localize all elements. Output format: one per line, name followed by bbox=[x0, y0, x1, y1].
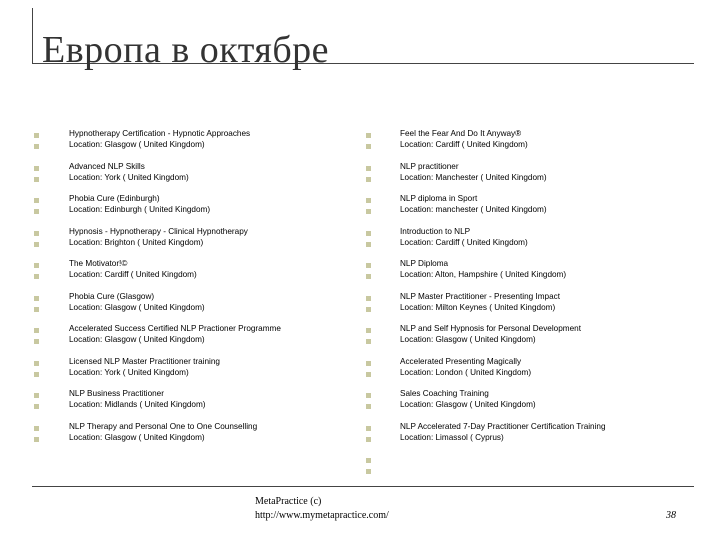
event-location: Location: York ( United Kingdom) bbox=[69, 172, 189, 182]
event-location: Location: Midlands ( United Kingdom) bbox=[69, 400, 206, 409]
event-name: NLP Business Practitioner bbox=[69, 389, 164, 398]
event-location: Location: manchester ( United Kingdom) bbox=[400, 205, 547, 214]
list-item bbox=[34, 225, 354, 258]
event-name: Introduction to NLP bbox=[400, 226, 471, 236]
event-name: Phobia Cure (Edinburgh) bbox=[69, 194, 160, 203]
list-item bbox=[34, 160, 354, 193]
square-bullet-icon bbox=[34, 166, 39, 171]
event-location: Location: Glasgow ( United Kingdom) bbox=[69, 335, 205, 344]
list-item bbox=[34, 257, 354, 290]
footer-url: http://www.mymetapractice.com/ bbox=[255, 510, 389, 521]
event-location: Location: Cardiff ( United Kingdom) bbox=[400, 237, 528, 247]
square-bullet-icon bbox=[34, 231, 39, 236]
event-name: Feel the Fear And Do It Anyway® bbox=[400, 129, 522, 138]
event-name: NLP Diploma bbox=[400, 259, 449, 268]
event-name: Phobia Cure (Glasgow) bbox=[69, 291, 155, 301]
empty-list-item bbox=[365, 452, 695, 484]
event-location: Location: Cardiff ( United Kingdom) bbox=[400, 140, 528, 149]
left-event-list bbox=[34, 127, 354, 452]
list-item bbox=[365, 420, 695, 453]
square-bullet-icon bbox=[34, 263, 39, 268]
square-bullet-icon bbox=[34, 328, 39, 333]
square-bullet-icon bbox=[34, 372, 39, 377]
event-location: Location: Glasgow ( United Kingdom) bbox=[400, 400, 536, 409]
list-item bbox=[365, 192, 695, 225]
square-bullet-icon bbox=[34, 437, 39, 442]
list-item bbox=[34, 355, 354, 388]
square-bullet-icon bbox=[366, 177, 371, 182]
event-name: Sales Coaching Training bbox=[400, 389, 489, 398]
square-bullet-icon bbox=[34, 361, 39, 366]
square-bullet-icon bbox=[366, 274, 371, 279]
event-name: Licensed NLP Master Practitioner training bbox=[69, 356, 220, 366]
event-name: Accelerated Success Certified NLP Practioner Programme bbox=[69, 324, 281, 333]
list-item bbox=[34, 420, 354, 453]
square-bullet-icon bbox=[34, 404, 39, 409]
list-item bbox=[365, 355, 695, 388]
footer-divider bbox=[32, 486, 694, 487]
square-bullet-icon bbox=[366, 209, 371, 214]
event-name: Hypnotherapy Certification - Hypnotic Approaches bbox=[69, 129, 251, 138]
list-item bbox=[34, 192, 354, 225]
event-name: NLP practitioner bbox=[400, 161, 459, 171]
slide-title: Европа в октябре bbox=[42, 29, 330, 71]
event-location: Location: Brighton ( United Kingdom) bbox=[69, 237, 204, 247]
square-bullet-icon bbox=[366, 469, 371, 474]
event-location: Location: Glasgow ( United Kingdom) bbox=[400, 335, 536, 344]
square-bullet-icon bbox=[366, 437, 371, 442]
list-item bbox=[365, 387, 695, 420]
square-bullet-icon bbox=[366, 328, 371, 333]
square-bullet-icon bbox=[34, 393, 39, 398]
square-bullet-icon bbox=[366, 242, 371, 247]
event-location: Location: York ( United Kingdom) bbox=[69, 367, 189, 377]
list-item bbox=[365, 127, 695, 160]
square-bullet-icon bbox=[366, 339, 371, 344]
square-bullet-icon bbox=[366, 133, 371, 138]
right-event-list bbox=[365, 127, 695, 484]
square-bullet-icon bbox=[366, 426, 371, 431]
event-location: Location: Glasgow ( United Kingdom) bbox=[69, 302, 205, 312]
square-bullet-icon bbox=[34, 296, 39, 301]
list-item bbox=[365, 322, 695, 355]
event-name: The Motivator!© bbox=[69, 259, 128, 268]
square-bullet-icon bbox=[366, 458, 371, 463]
list-item bbox=[365, 160, 695, 193]
square-bullet-icon bbox=[366, 393, 371, 398]
event-name: NLP diploma in Sport bbox=[400, 194, 478, 203]
square-bullet-icon bbox=[34, 274, 39, 279]
event-location: Location: Glasgow ( United Kingdom) bbox=[69, 140, 205, 149]
list-item bbox=[34, 127, 354, 160]
event-location: Location: Cardiff ( United Kingdom) bbox=[69, 270, 197, 279]
event-name: Advanced NLP Skills bbox=[69, 161, 145, 171]
page-number: 38 bbox=[666, 510, 676, 521]
event-location: Location: London ( United Kingdom) bbox=[400, 367, 532, 377]
square-bullet-icon bbox=[366, 263, 371, 268]
list-item bbox=[34, 290, 354, 323]
square-bullet-icon bbox=[366, 198, 371, 203]
event-location: Location: Edinburgh ( United Kingdom) bbox=[69, 205, 211, 214]
square-bullet-icon bbox=[366, 231, 371, 236]
list-item bbox=[365, 225, 695, 258]
list-item bbox=[34, 322, 354, 355]
list-item bbox=[365, 290, 695, 323]
square-bullet-icon bbox=[366, 166, 371, 171]
list-item bbox=[365, 257, 695, 290]
footer-copyright: MetaPractice (c) bbox=[255, 496, 322, 507]
event-name: NLP Therapy and Personal One to One Counselling bbox=[69, 421, 258, 431]
square-bullet-icon bbox=[366, 404, 371, 409]
square-bullet-icon bbox=[366, 307, 371, 312]
square-bullet-icon bbox=[366, 144, 371, 149]
event-location: Location: Alton, Hampshire ( United Kingdom) bbox=[400, 270, 567, 279]
square-bullet-icon bbox=[34, 177, 39, 182]
square-bullet-icon bbox=[34, 133, 39, 138]
list-item bbox=[34, 387, 354, 420]
square-bullet-icon bbox=[366, 372, 371, 377]
square-bullet-icon bbox=[34, 242, 39, 247]
square-bullet-icon bbox=[34, 307, 39, 312]
square-bullet-icon bbox=[34, 339, 39, 344]
event-location: Location: Glasgow ( United Kingdom) bbox=[69, 432, 205, 442]
square-bullet-icon bbox=[34, 198, 39, 203]
event-name: NLP Accelerated 7-Day Practitioner Certification Training bbox=[400, 421, 606, 431]
event-location: Location: Milton Keynes ( United Kingdom) bbox=[400, 302, 556, 312]
event-name: NLP Master Practitioner - Presenting Impact bbox=[400, 291, 561, 301]
event-name: Hypnosis - Hypnotherapy - Clinical Hypnotherapy bbox=[69, 226, 248, 236]
square-bullet-icon bbox=[34, 426, 39, 431]
footer-credits bbox=[255, 495, 389, 523]
square-bullet-icon bbox=[366, 361, 371, 366]
title-frame-vertical-line bbox=[32, 8, 33, 64]
event-location: Location: Manchester ( United Kingdom) bbox=[400, 172, 547, 182]
square-bullet-icon bbox=[34, 144, 39, 149]
square-bullet-icon bbox=[34, 209, 39, 214]
event-location: Location: Limassol ( Cyprus) bbox=[400, 432, 504, 442]
event-name: Accelerated Presenting Magically bbox=[400, 356, 522, 366]
event-name: NLP and Self Hypnosis for Personal Development bbox=[400, 324, 581, 333]
square-bullet-icon bbox=[366, 296, 371, 301]
